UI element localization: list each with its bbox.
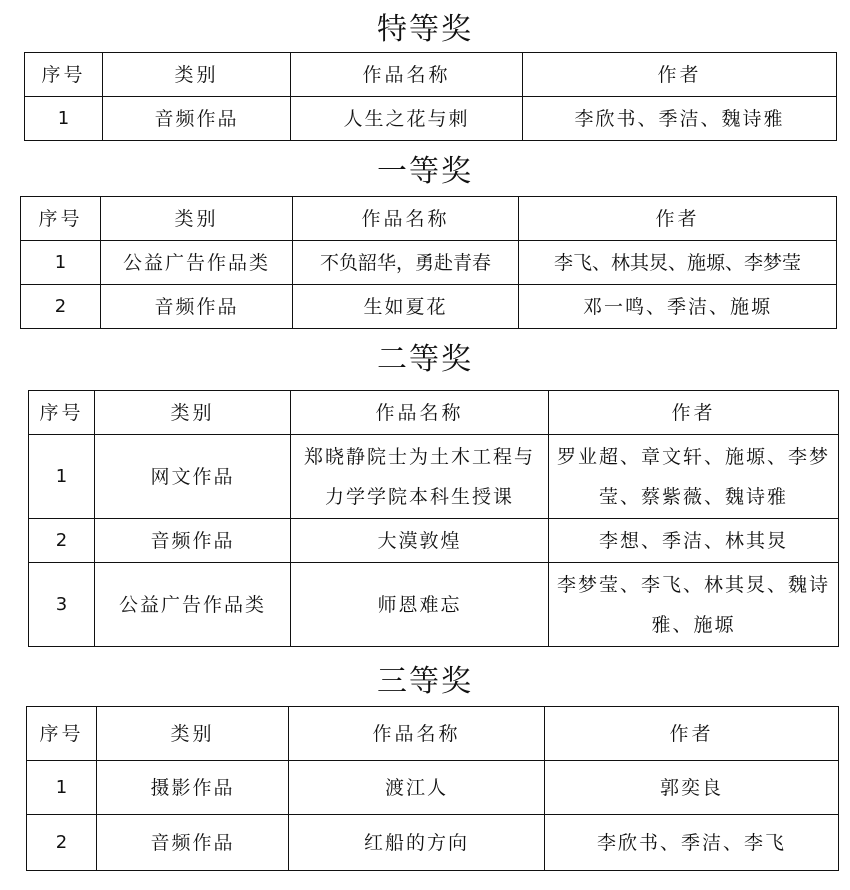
- cell-index: 2: [21, 285, 101, 329]
- cell-category: 摄影作品: [97, 761, 289, 815]
- cell-authors: 邓一鸣、季洁、施塬: [519, 285, 837, 329]
- header-category: 类别: [97, 707, 289, 761]
- cell-work-name: 师恩难忘: [291, 563, 549, 647]
- table-row: [27, 761, 839, 815]
- award-table-special: [24, 52, 837, 141]
- cell-authors: 李想、季洁、林其炅: [549, 519, 839, 563]
- cell-work-name: 郑晓静院士为土木工程与力学学院本科生授课: [291, 435, 549, 519]
- header-category: 类别: [103, 53, 291, 97]
- cell-authors: 李欣书、季洁、魏诗雅: [523, 97, 837, 141]
- header-work-name: 作品名称: [291, 391, 549, 435]
- award-table-third: [26, 706, 839, 871]
- section-title-third: 三等奖: [377, 664, 473, 699]
- cell-authors: 罗业超、章文轩、施塬、李梦莹、蔡紫薇、魏诗雅: [549, 435, 839, 519]
- header-index: 序号: [25, 53, 103, 97]
- cell-index: 2: [27, 815, 97, 871]
- section-title-special: 特等奖: [377, 12, 473, 47]
- header-authors: 作者: [549, 391, 839, 435]
- cell-index: 1: [27, 761, 97, 815]
- table-row: [21, 285, 837, 329]
- table-row: [29, 519, 839, 563]
- header-authors: 作者: [523, 53, 837, 97]
- header-index: 序号: [21, 197, 101, 241]
- section-title-second: 二等奖: [377, 342, 473, 377]
- award-table-first: [20, 196, 837, 329]
- cell-index: 1: [25, 97, 103, 141]
- header-index: 序号: [29, 391, 95, 435]
- header-index: 序号: [27, 707, 97, 761]
- header-work-name: 作品名称: [293, 197, 519, 241]
- table-row: [21, 241, 837, 285]
- cell-authors: 李欣书、季洁、李飞: [545, 815, 839, 871]
- cell-authors: 郭奕良: [545, 761, 839, 815]
- cell-category: 公益广告作品类: [101, 241, 293, 285]
- table-row: [25, 97, 837, 141]
- table-row: [29, 563, 839, 647]
- cell-category: 音频作品: [95, 519, 291, 563]
- cell-category: 音频作品: [97, 815, 289, 871]
- cell-category: 音频作品: [101, 285, 293, 329]
- header-category: 类别: [101, 197, 293, 241]
- cell-work-name: 大漠敦煌: [291, 519, 549, 563]
- header-authors: 作者: [545, 707, 839, 761]
- cell-authors: 李梦莹、李飞、林其炅、魏诗雅、施塬: [549, 563, 839, 647]
- header-authors: 作者: [519, 197, 837, 241]
- cell-category: 网文作品: [95, 435, 291, 519]
- award-table-second: [28, 390, 839, 647]
- cell-category: 公益广告作品类: [95, 563, 291, 647]
- table-row: [29, 435, 839, 519]
- cell-work-name: 渡江人: [289, 761, 545, 815]
- table-row: [27, 815, 839, 871]
- cell-index: 1: [29, 435, 95, 519]
- cell-index: 1: [21, 241, 101, 285]
- cell-index: 2: [29, 519, 95, 563]
- section-title-first: 一等奖: [377, 154, 473, 189]
- cell-work-name: 不负韶华，勇赴青春: [293, 241, 519, 285]
- cell-work-name: 生如夏花: [293, 285, 519, 329]
- cell-work-name: 红船的方向: [289, 815, 545, 871]
- cell-authors: 李飞、林其炅、施塬、李梦莹: [519, 241, 837, 285]
- header-work-name: 作品名称: [291, 53, 523, 97]
- cell-index: 3: [29, 563, 95, 647]
- header-category: 类别: [95, 391, 291, 435]
- cell-work-name: 人生之花与刺: [291, 97, 523, 141]
- cell-category: 音频作品: [103, 97, 291, 141]
- header-work-name: 作品名称: [289, 707, 545, 761]
